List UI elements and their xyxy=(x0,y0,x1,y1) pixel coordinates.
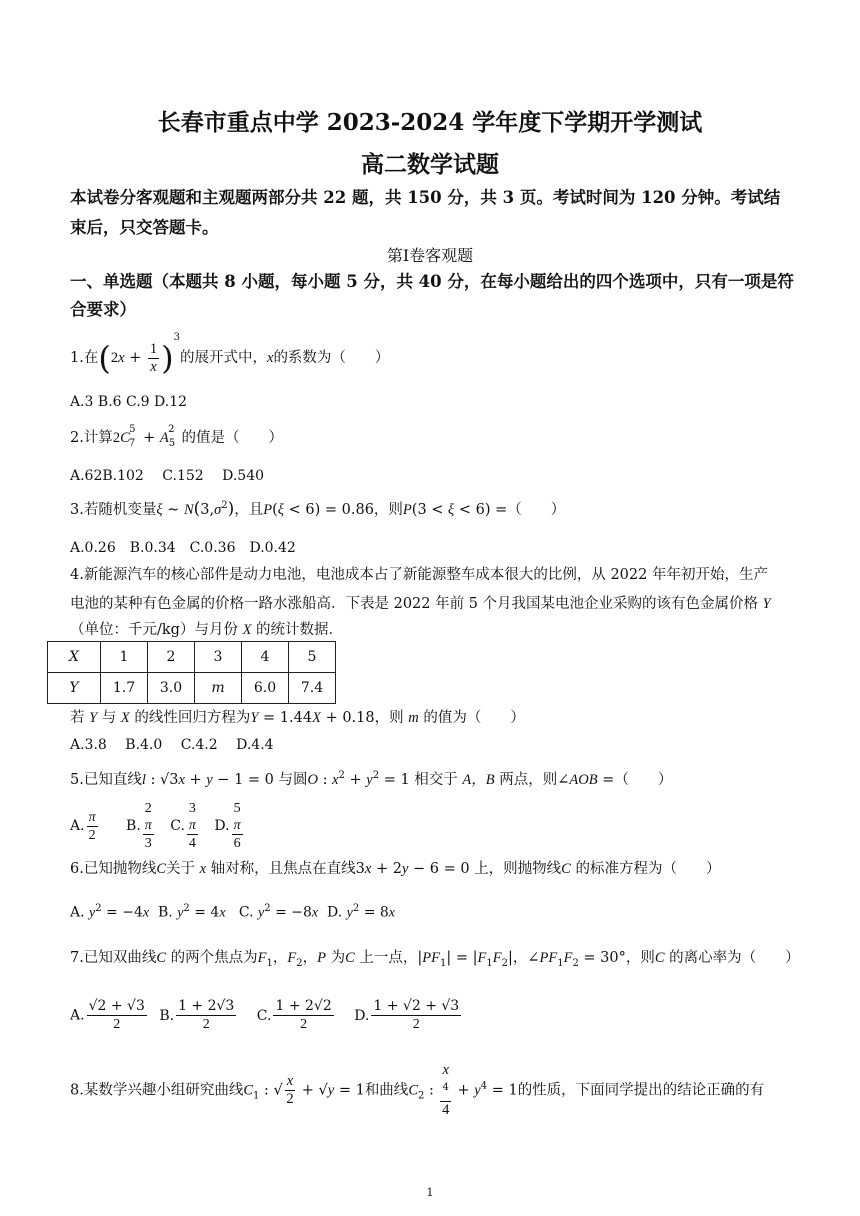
question-4-regression: 若 Y 与 X 的线性回归方程为Y = 1.44X + 0.18，则 m 的值为（ ） xyxy=(70,710,525,726)
fraction: $\frac{1}{x}$ xyxy=(149,340,158,375)
table-cell: 5 xyxy=(289,642,336,673)
table-cell: Y xyxy=(48,673,101,704)
table-cell: 3.0 xyxy=(148,673,195,704)
fraction: x $^4$ 4 xyxy=(442,1062,450,1118)
part-heading: 第Ⅰ卷客观题 xyxy=(386,246,474,265)
exam-intro: 本试卷分客观题和主观题两部分共 22 题，共 150 分，共 3 页。考试时间为 120 分钟。考试结束后，只交答题卡。 xyxy=(70,188,781,237)
question-2-options: A.62B.102 C.152 D.540 xyxy=(70,468,265,484)
table-cell: 7.4 xyxy=(289,673,336,704)
section-heading: 一、单选题（本题共 8 小题，每小题 5 分，共 40 分，在每小题给出的四个选项中，只有一项是符合要求） xyxy=(70,272,794,319)
question-7: 7.已知双曲线C 的两个焦点为$F_1$，$F_2$，P 为C 上一点，$|PF_1| = |F_1F_2|$，$\angle PF_1F_2 = 30^\circ$，则C 的离心率为（ ） xyxy=(70,950,800,969)
question-1-options: A.3 B.6 C.9 D.12 xyxy=(70,394,188,410)
question-5: 5.已知直线l : √3x + y − 1 = 0 与圆O : $x^2 + y^2 = 1$ 相交于 A，B 两点，则∠AOB =（ ） xyxy=(70,770,673,788)
fraction: 2 π 3 xyxy=(144,801,152,851)
question-1: 1.在(2x + $\frac{1}{x}$ )$^3$的展开式中，x的系数为（ ） xyxy=(70,332,390,377)
table-cell: 1 xyxy=(101,642,148,673)
question-4-line-3: （单位：千元/kg）与月份 X 的统计数据． xyxy=(70,622,344,638)
fraction: 5 π 6 xyxy=(233,801,241,851)
question-8: 8.某数学兴趣小组研究曲线$C_1$ : √ $\frac{x}{2}$ + √y = 1和曲线$C_2$ : x $^4$ 4 + $y^4 = 1$的性质，下面同学提出的结论正确的有 xyxy=(70,1062,765,1118)
question-3-options: A.0.26 B.0.34 C.0.36 D.0.42 xyxy=(70,540,296,556)
fraction: $\frac{1 + 2√3}{2}$ xyxy=(178,998,235,1032)
table-cell: 1.7 xyxy=(101,673,148,704)
question-5-options: A. $\frac{\pi}{2}$ B. 2 π 3 C. 3 π 4 D. 5 π 6 xyxy=(70,801,241,851)
page-number: 1 xyxy=(426,1186,434,1199)
question-6: 6.已知抛物线C关于 x 轴对称，且焦点在直线3x + 2y − 6 = 0 上，则抛物线C 的标准方程为（ ） xyxy=(70,861,721,877)
exam-subtitle: 高二数学试题 xyxy=(361,151,499,178)
question-7-options: A. $\frac{√2 + √3}{2}$ B. $\frac{1 + 2√3}{2}$ C. $\frac{1 + 2√2}{2}$ D. $\frac{1 + √2 + √3}{2}$ xyxy=(70,998,460,1032)
table-cell: X xyxy=(48,642,101,673)
table-cell: 4 xyxy=(242,642,289,673)
table-cell: 2 xyxy=(148,642,195,673)
fraction: $\frac{x}{2}$ xyxy=(286,1072,294,1107)
table-cell: m xyxy=(195,673,242,704)
table-cell: 3 xyxy=(195,642,242,673)
question-4-options: A.3.8 B.4.0 C.4.2 D.4.4 xyxy=(70,737,274,753)
exam-title: 长春市重点中学 2023-2024 学年度下学期开学测试 xyxy=(157,109,703,136)
fraction: $\frac{\pi}{2}$ xyxy=(88,809,96,843)
question-6-options: A. $y^2 = -4x$ B. $y^2 = 4x$ C. $y^2 = -8x$ D. $y^2 = 8x$ xyxy=(70,903,396,921)
question-2: 2.计算$2C_7^5 + A_5^2$的值是（ ） xyxy=(70,424,283,449)
fraction: $\frac{1 + 2√2}{2}$ xyxy=(275,998,332,1032)
question-3: 3.若随机变量ξ ~ $N(3,\sigma^2)$，且P(ξ < 6) = 0.86，则P(3 < ξ < 6) =（ ） xyxy=(70,499,566,519)
table-row xyxy=(48,673,336,704)
fraction: $\frac{1 + √2 + √3}{2}$ xyxy=(373,998,460,1032)
fraction: 3 π 4 xyxy=(188,801,196,851)
question-4-line-1: 4.新能源汽车的核心部件是动力电池，电池成本占了新能源整车成本很大的比例，从 2022 年年初开始，生产 xyxy=(70,567,768,583)
question-4-line-2: 电池的某种有色金属的价格一路水涨船高．下表是 2022 年前 5 个月我国某电池企业采购的该有色金属价格 Y xyxy=(70,596,771,612)
data-table xyxy=(47,641,336,704)
table-row xyxy=(48,642,336,673)
fraction: $\frac{√2 + √3}{2}$ xyxy=(88,998,145,1032)
table-cell: 6.0 xyxy=(242,673,289,704)
